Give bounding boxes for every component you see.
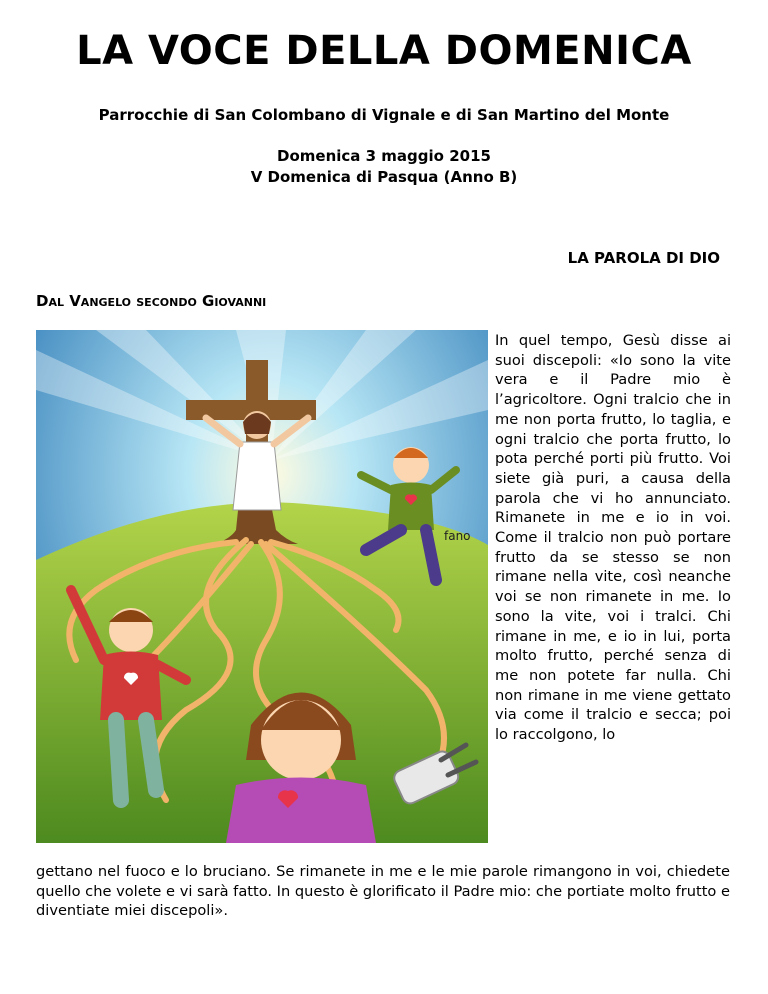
artist-signature: fano	[444, 529, 471, 543]
parishes-subtitle: Parrocchie di San Colombano di Vignale e di San Martino del Monte	[98, 106, 670, 124]
vine-illustration	[36, 330, 488, 843]
illustration-svg	[36, 330, 488, 843]
jesus-robe	[233, 442, 281, 510]
gospel-text-column: In quel tempo, Gesù disse ai suoi discepoli: «Io sono la vite vera e il Padre mio è l’agricoltore. Ogni tralcio che in me non porta frutto, lo taglia, e ogni tralcio che porta frutto, lo pota perché porti più frutto. Voi siete già puri, a causa della parola che vi ho annunciato. Rimanete in me e io in voi. Come il tralcio non può portare frutto da se stesso se non rimane nella vite, così neanche voi se non rimanete in me. Io sono la vite, voi i tralci. Chi rimane in me, e io in lui, porta molto frutto, perché senza di me non potete far nulla. Chi non rimane in me viene gettato via come il tralcio e secca; poi lo raccolgono, lo	[495, 332, 731, 744]
section-title: LA PAROLA DI DIO	[567, 249, 720, 267]
date-block	[0, 146, 768, 188]
liturgical-day: V Domenica di Pasqua (Anno B)	[250, 168, 518, 186]
issue-date: Domenica 3 maggio 2015	[277, 147, 491, 165]
gospel-title: Dal Vangelo secondo Giovanni	[36, 292, 267, 310]
gospel-text-continued: gettano nel fuoco e lo bruciano. Se rimanete in me e le mie parole rimangono in voi, chiedete quello che volete e vi sarà fatto. In questo è glorificato il Padre mio: che portiate molto frutto e diventiate miei discepoli».	[36, 863, 730, 920]
newsletter-title: LA VOCE DELLA DOMENICA	[76, 28, 692, 74]
